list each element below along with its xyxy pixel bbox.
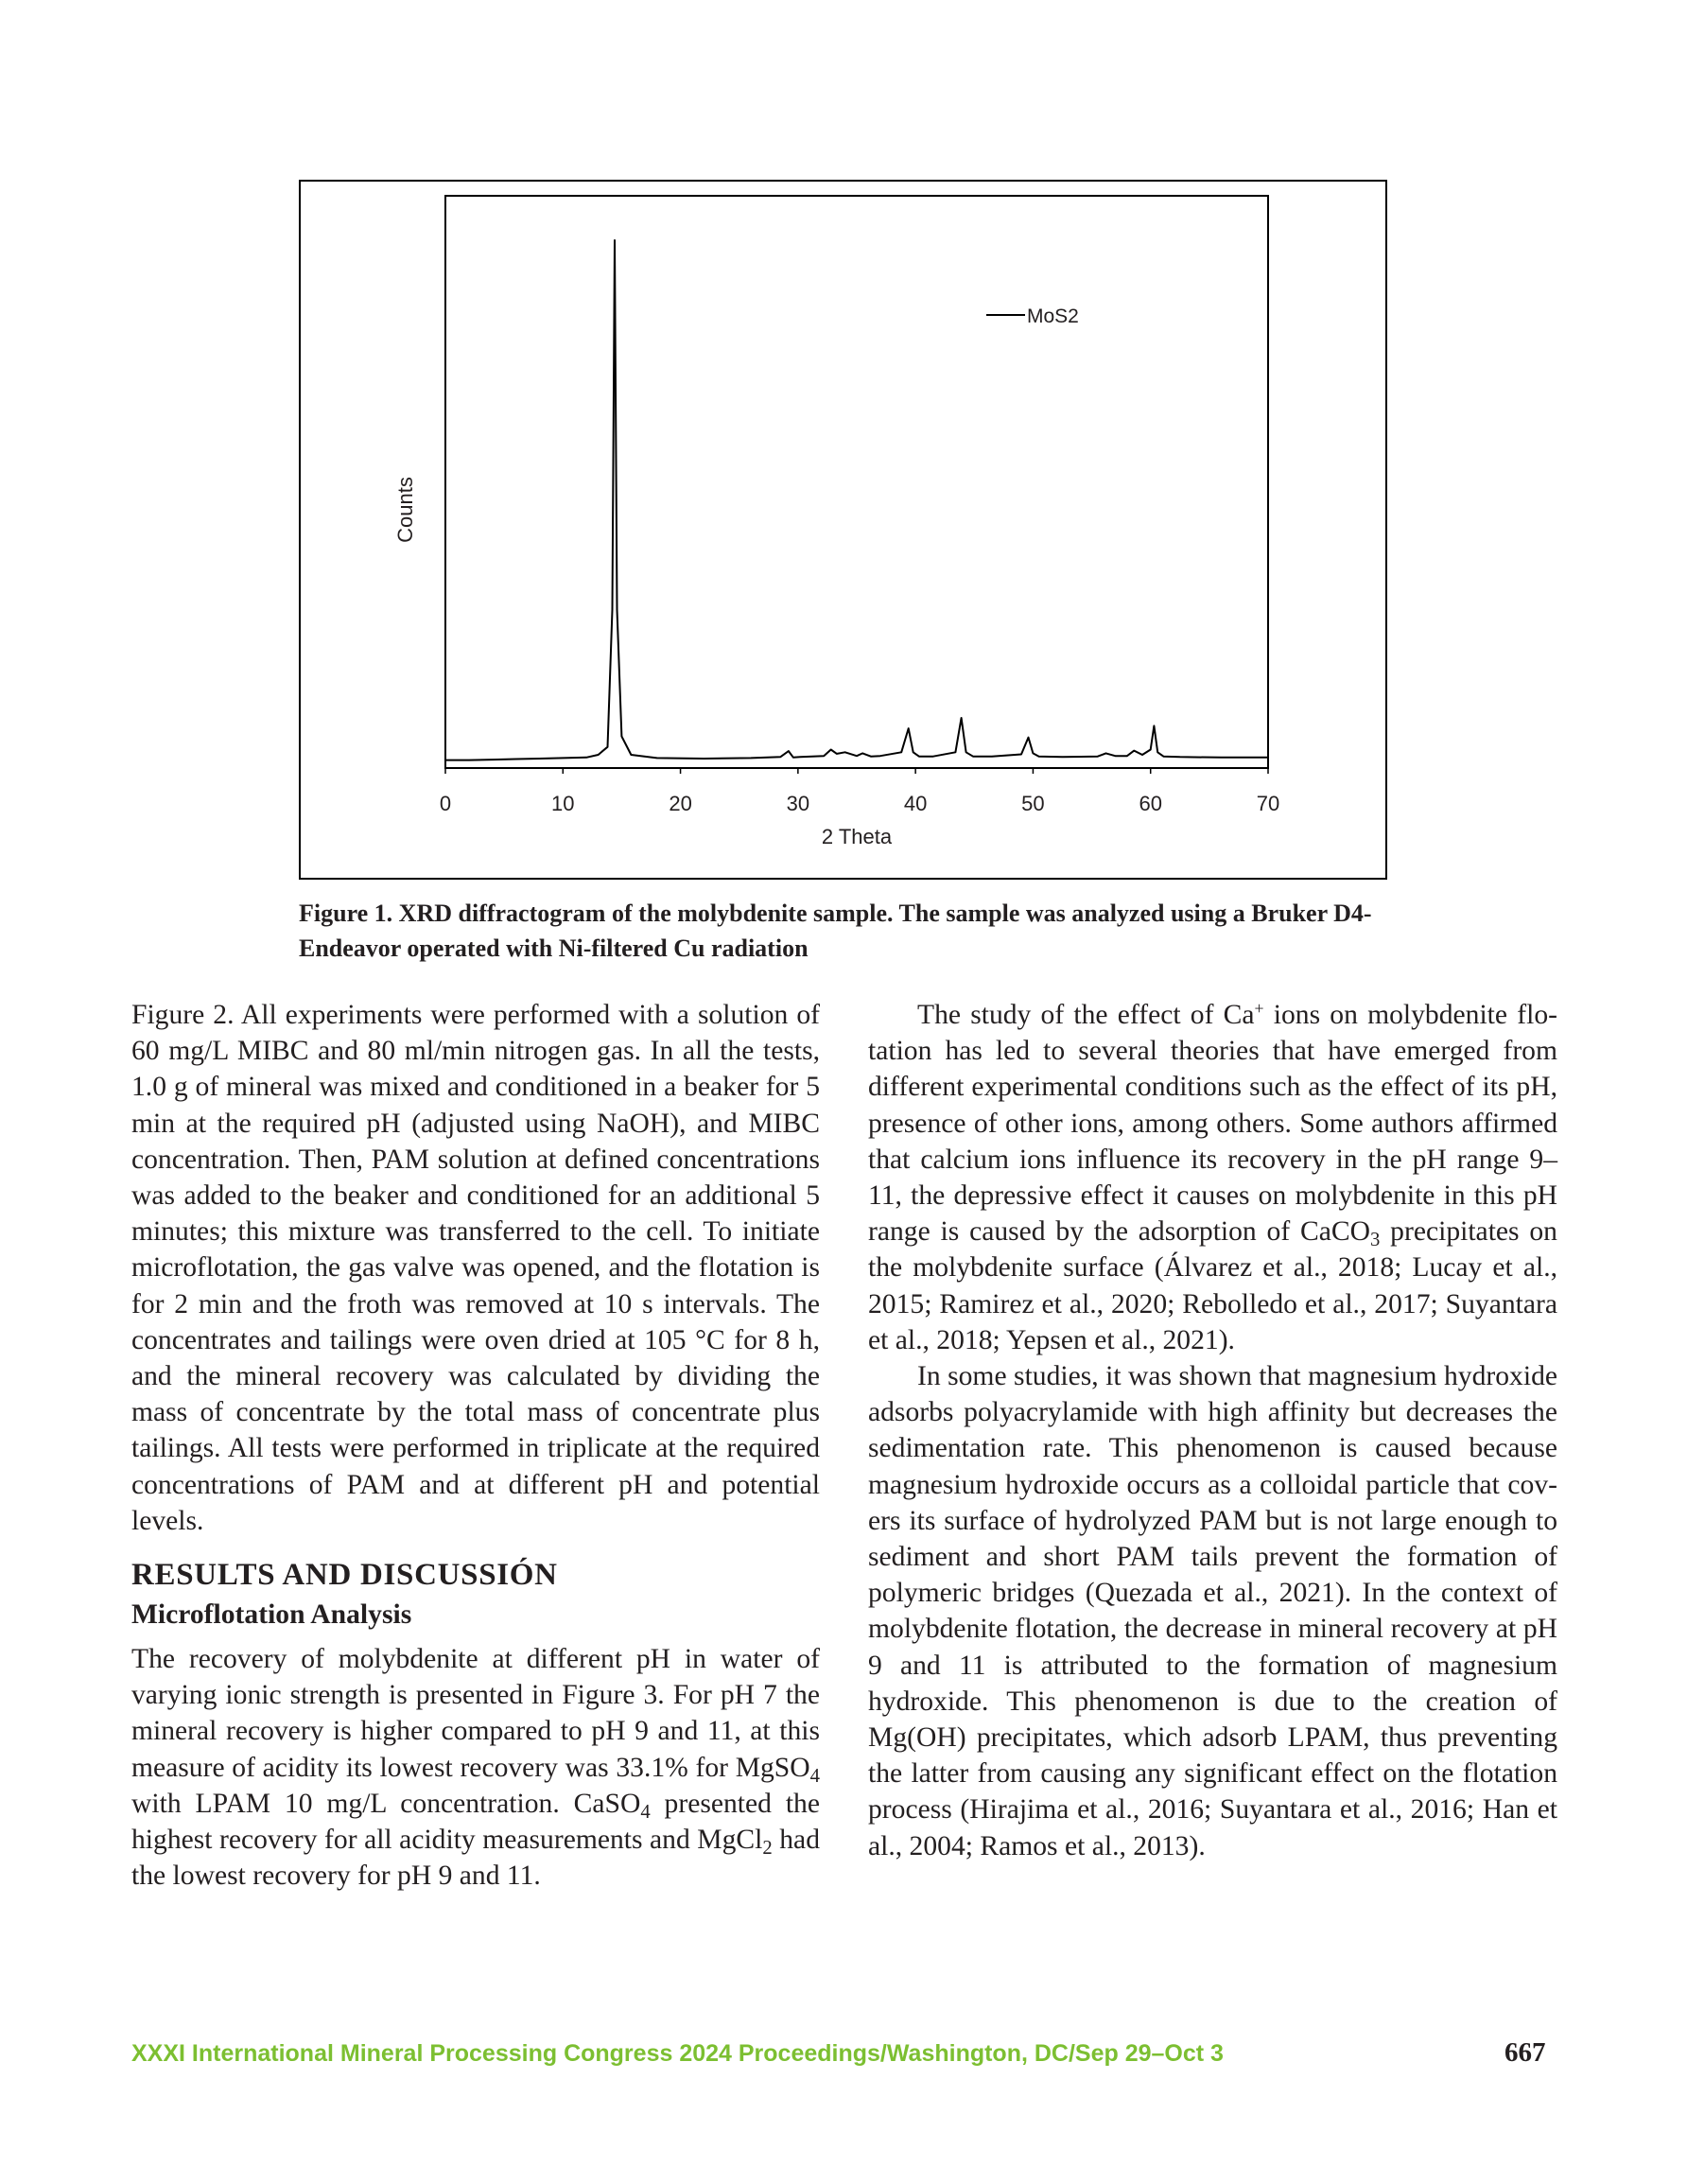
series-line-mos2 [445, 240, 1268, 760]
legend-label-mos2: MoS2 [1027, 306, 1079, 327]
text-run: The recovery of molybdenite at different pH in water of varying ionic strength is presented in Figure 3. For pH 7 the mineral recovery is higher compared to pH 9 and 11, at this measure of acidity its lowest recovery was 33.1% for MgSO [131, 1644, 820, 1783]
x-tick-label: 70 [1256, 792, 1280, 815]
x-tick-label: 10 [551, 792, 575, 815]
figure-1-caption: Figure 1. XRD diffractogram of the molybdenite sample. The sample was analyzed using a Bruker D4-Endeavor operated with Ni-filtered Cu radiation [299, 900, 1372, 962]
text-run: with LPAM 10 mg/L concentration. CaSO [131, 1788, 641, 1819]
text-run: had the lowest recovery for pH 9 and 11. [131, 1825, 820, 1892]
right-paragraph-2: In some studies, it was shown that magnesium hydroxide adsorbs polyacrylamide with high affinity but decreases the sedimentation rate. This phenomenon is caused because magnesium hydroxide occurs as a colloidal particle that covers its surface of hydrolyzed PAM but is not large enough to sediment and short PAM tails prevent the formation of polymeric bridges (Quezada et al., 2021). In the context of molybdenite flotation, the decrease in mineral recovery at pH 9 and 11 is attributed to the formation of magnesium hydroxide. This phenomenon is due to the creation of Mg(OH) precipitates, which adsorb LPAM, thus preventing the latter from causing any significant effect on the flotation process (Hirajima et al., 2016; Suyantara et al., 2016; Han et al., 2004; Ramos et al., 2013). [868, 1361, 1557, 1861]
left-paragraph-2 [131, 1641, 820, 1894]
subscript: 4 [809, 1765, 820, 1787]
x-tick-label: 30 [786, 792, 810, 815]
subscript: 4 [640, 1801, 651, 1823]
y-axis-label: Counts [393, 477, 417, 543]
x-tick-label: 50 [1021, 792, 1045, 815]
subscript: 2 [762, 1837, 773, 1859]
right-column [868, 997, 1557, 1864]
footer-conference-title: XXXI International Mineral Processing Congress 2024 Proceedings/Washington, DC/Sep 29–Oct 3 [131, 2040, 1224, 2067]
x-tick-label: 60 [1139, 792, 1162, 815]
figure-1-frame [299, 180, 1387, 880]
text-run: ions on molybdenite flotation has led to several theories that have emerged from different experimental conditions such as the effect of its pH, presence of other ions, among others. Some authors affirmed that calcium ions influence its recovery in the pH range 9–11, the depressive effect it causes on molybdenite in this pH range is caused by the adsorption of CaCO [868, 1000, 1557, 1248]
superscript: + [1254, 999, 1264, 1019]
x-axis-label: 2 Theta [821, 825, 893, 848]
left-paragraph-1: Figure 2. All experiments were performed with a solution of 60 mg/L MIBC and 80 ml/min nitrogen gas. In all the tests, 1.0 g of mineral was mixed and conditioned in a beaker for 5 min at the required pH (adjusted using NaOH), and MIBC concentration. Then, PAM solution at defined concentrations was added to the beaker and conditioned for an additional 5 minutes; this mixture was transferred to the cell. To initiate microflotation, the gas valve was opened, and the flotation is for 2 min and the froth was removed at 10 s intervals. The concentrates and tailings were oven dried at 105 °C for 8 h, and the mineral recovery was calculated by dividing the mass of concentrate by the total mass of concentrate plus tailings. All tests were performed in triplicate at the required concentrations of PAM and at different pH and potential levels. [131, 1000, 820, 1536]
x-tick-label: 40 [903, 792, 928, 815]
page-number: 667 [1504, 2037, 1546, 2068]
text-run: presented the highest recovery for all acidity measurements and MgCl [131, 1788, 820, 1856]
text-run: The study of the effect of Ca [917, 1000, 1255, 1030]
subsection-heading: Microflotation Analysis [131, 1599, 412, 1631]
subscript: 3 [1370, 1230, 1381, 1251]
xrd-chart [301, 182, 1385, 878]
right-paragraph-1 [868, 997, 1557, 1358]
x-tick-label: 20 [669, 792, 692, 815]
text-run: precipitates on the molybdenite surface (Álvarez et al., 2018; Lucay et al., 2015; Ramirez et al., 2020; Rebolledo et al., 2017; Suyantara et al., 2018; Yepsen et al., 2021). [868, 1216, 1557, 1355]
plot-area-frame [445, 196, 1268, 768]
section-heading: RESULTS AND DISCUSSIÓN [131, 1558, 558, 1593]
x-tick-label: 0 [439, 792, 452, 815]
left-column [131, 997, 820, 1894]
